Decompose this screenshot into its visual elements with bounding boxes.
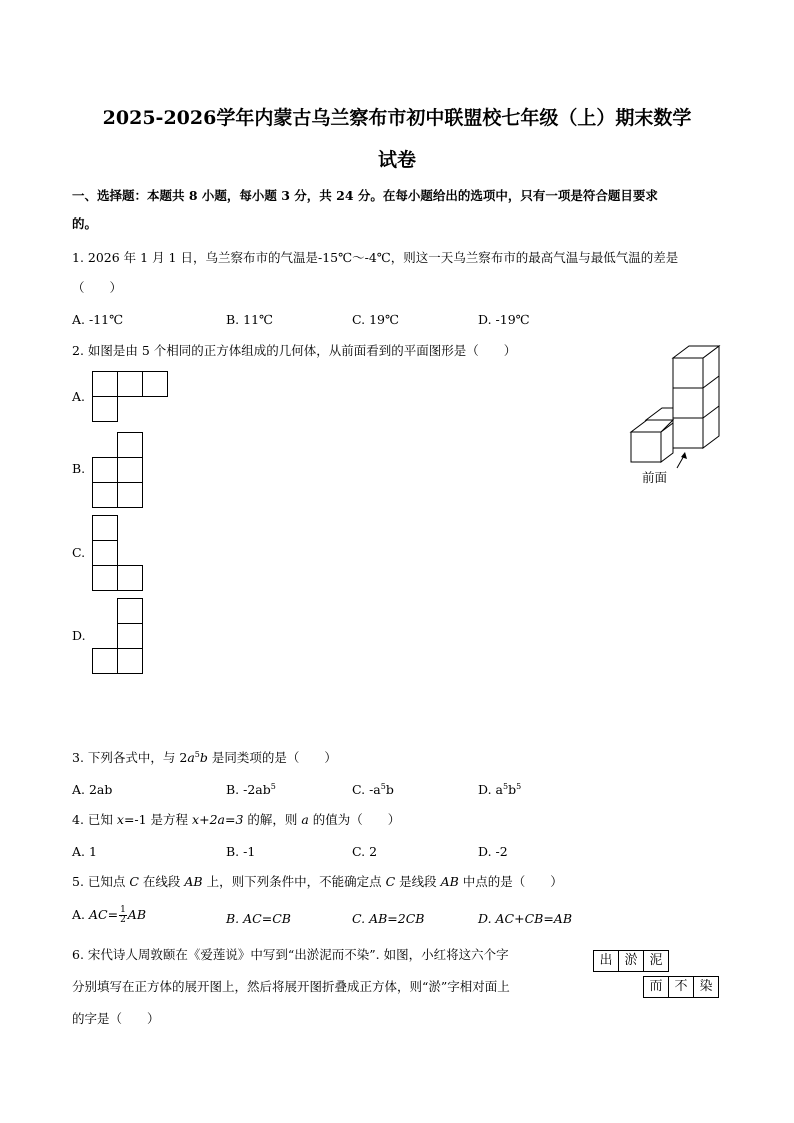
q5-fraction: $\frac{1}{2}$ [120, 905, 126, 925]
q2-stem: 2. 如图是由 5 个相同的正方体组成的几何体，从前面看到的平面图形是（ ） [72, 343, 517, 358]
q5-stem: 5. 已知点 C 在线段 AB 上，则下列条件中，不能确定点 C 是线段 AB 中点的是（ ） [72, 874, 563, 889]
q2-figure-front-label: 前面 [642, 470, 668, 485]
q2-option-c-label: C. [72, 545, 86, 560]
q5-option-b: B. AC=CB [226, 911, 291, 926]
q6-stem-line1: 6. 宋代诗人周敦颐在《爱莲说》中写到“出淤泥而不染”. 如图，小红将这六个字 [72, 947, 509, 962]
q3-stem: 3. 下列各式中，与 $2a^5b$ 是同类项的是（ ） [72, 749, 337, 765]
q3-option-a: A. 2ab [72, 782, 113, 797]
q2-cube-figure [625, 340, 725, 490]
q2-option-b-figure [92, 432, 146, 510]
q6-net-cell-3: 泥 [643, 950, 669, 972]
q1-option-c: C. 19℃ [352, 312, 399, 327]
q6-net-cell-6: 染 [693, 976, 719, 998]
q2-option-b-label: B. [72, 461, 86, 476]
q3-option-c: C. $-a^5b$ [352, 781, 394, 797]
q4-option-d: D. -2 [478, 844, 508, 859]
q5-option-c: C. AB=2CB [352, 911, 425, 926]
q6-net-cell-2: 淤 [618, 950, 644, 972]
section-header-line2: 的。 [72, 216, 98, 231]
q4-option-b: B. -1 [226, 844, 256, 859]
q2-option-a-label: A. [72, 389, 86, 404]
q1-stem-line1: 1. 2026 年 1 月 1 日，乌兰察布市的气温是-15℃～-4℃，则这一天乌兰察布市的最高气温与最低气温的差是 [72, 250, 679, 265]
q4-stem: 4. 已知 x=-1 是方程 x+2a=3 的解，则 a 的值为（ ） [72, 812, 401, 827]
q6-net-cell-5: 不 [668, 976, 694, 998]
q2-option-c-figure [92, 515, 146, 593]
q6-net-cell-4: 而 [643, 976, 669, 998]
q4-option-a: A. 1 [72, 844, 97, 859]
q2-option-a-figure [92, 371, 170, 425]
q3-option-b: B. $-2ab^5$ [226, 781, 276, 797]
q3-option-d: D. $a^5b^5$ [478, 781, 522, 797]
exam-title-line1: 2025-2026学年内蒙古乌兰察布市初中联盟校七年级（上）期末数学 [102, 107, 692, 129]
q2-option-d-figure [92, 598, 146, 676]
q1-stem-line2: （ ） [72, 280, 123, 295]
q5-option-d: D. AC+CB=AB [478, 911, 573, 926]
q4-option-c: C. 2 [352, 844, 378, 859]
q1-option-b: B. 11℃ [226, 312, 274, 327]
q1-option-d: D. -19℃ [478, 312, 530, 327]
section-header-line1: 一、选择题：本题共 8 小题，每小题 3 分，共 24 分。在每小题给出的选项中，只有一项是符合题目要求 [72, 188, 658, 203]
q2-option-d-label: D. [72, 628, 86, 643]
q1-option-a: A. -11℃ [72, 312, 124, 327]
q6-stem-line2: 分别填写在正方体的展开图上，然后将展开图折叠成正方体，则“淤”字相对面上 [72, 979, 510, 994]
q6-stem-line3: 的字是（ ） [72, 1011, 160, 1026]
exam-title-line2: 试卷 [377, 149, 416, 171]
q5-option-a: A. AC= $\frac{1}{2}$ AB [72, 905, 147, 925]
q6-net-cell-1: 出 [593, 950, 619, 972]
